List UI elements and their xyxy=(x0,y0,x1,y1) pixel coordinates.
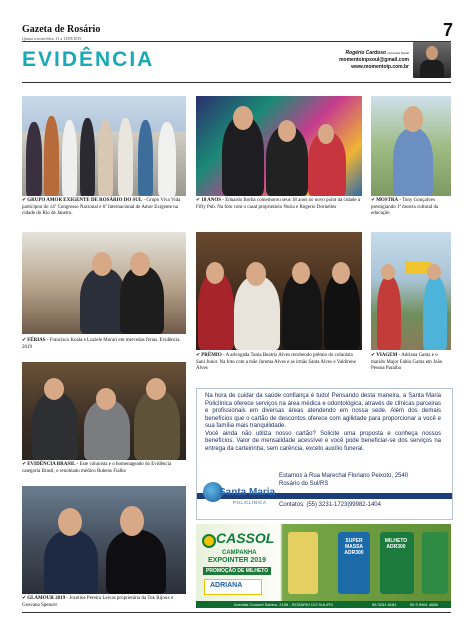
photo-evidencia-brasil xyxy=(22,362,186,460)
campaign-name: EXPOINTER 2019 xyxy=(208,557,266,564)
partner-logo: ADRIANA xyxy=(204,579,262,595)
newspaper-name: Gazeta de Rosário xyxy=(22,24,101,35)
columnist-website: www.momentoip.com.br xyxy=(351,64,409,70)
caption-premio: ✔PRÊMIO - A advogada Tania Beatriz Alves recebendo prêmio do colunista Saul Junor. Na foto com a mãe Jurema Alves e as irmãs Santa Alves e Valdirene Alves xyxy=(196,353,356,371)
product-bag-1 xyxy=(288,532,318,594)
page-number: 7 xyxy=(442,20,453,40)
photo-glamour xyxy=(22,486,186,594)
section-divider xyxy=(22,82,451,83)
ad-paragraph-1: Na hora de cuidar da saúde confiança é tudo! Pensando desta maneira, a Santa Maria Policlínica oferece serviços na área médica e odontológica, através de clínicas parceiras e profissionais em diversas áreas atendendo em nossa sede. Além dos demais benefícios que o cartão de descontos oferece com agilidade para proporcionar a você e sua família mais tranquilidade. xyxy=(205,393,441,429)
cassol-footer: Avenida Coronel Sabino, 2155 - ROSÁRIO DO SUL/RS 55 3231 8181 55 9 9961 4686 xyxy=(196,601,451,608)
caption-18-anos: ✔18 ANOS - Eduardo Borba comemorou seus 18 anos no novo point da cidade a Fifty Pub. Na foto com o casal proprietário Nuria e Rogerio Dornelles xyxy=(196,198,361,210)
ad-contacts: Contatos: (55) 3231-1723|99982-1404 xyxy=(279,502,381,508)
issue-date: Quarta a sexta-feira, 11 a 13/09/2019 xyxy=(22,36,82,41)
check-icon: ✔ xyxy=(22,338,27,343)
photo-18-anos xyxy=(196,96,362,196)
cassol-logo-icon xyxy=(202,534,216,548)
check-icon: ✔ xyxy=(371,198,376,203)
masthead xyxy=(22,24,100,41)
check-icon: ✔ xyxy=(196,353,201,358)
promo-banner: PROMOÇÃO DE MILHETO xyxy=(203,567,271,575)
caption-mostra: ✔MOSTRA - Tony Gonçalves prestigiando 1ª mostra cultural da educação xyxy=(371,198,439,216)
photo-viagem xyxy=(371,232,451,350)
product-bag-super-massa: SUPER MASSA ADR300 xyxy=(338,532,370,594)
ad-body xyxy=(205,393,441,453)
photo-mostra xyxy=(371,96,451,196)
check-icon: ✔ xyxy=(22,596,27,601)
caption-amor-exigente: ✔GRUPO AMOR EXIGENTE DE ROSÁRIO DO SUL - Grupo Viva Vida participou do 14º Congresso Nacional e 6º Internacional de Amor Exigente na cidade do Rio de Janeiro. xyxy=(22,198,181,216)
photo-amor-exigente xyxy=(22,96,186,196)
caption-evidencia-brasil: ✔EVIDÊNCIA BRASIL - Este colunista e o homenageado do Evidência categoria Brasil, o renomado médico Rubens Fialho xyxy=(22,462,172,474)
ad-address: Estamos à Rua Marechal Floriano Peixoto, 2540 Rosário do Sul/RS xyxy=(279,473,409,487)
santa-maria-logo xyxy=(203,477,277,515)
photo-premio xyxy=(196,232,362,350)
ad-paragraph-2: Você ainda não utiliza nosso cartão? Solicite uma proposta e conheça nossos benefícios. Valor de mensalidade acessível e você pode beneficiar-se dos serviços na entrega da carteirinha, sem carência, exceto auxílio funeral. xyxy=(205,430,441,452)
check-icon: ✔ xyxy=(196,198,201,203)
caption-ferias: ✔FÉRIAS - Francisco Koala e Luziele Murari em mercedas férias. Evidência 2019 xyxy=(22,338,180,350)
photo-ferias xyxy=(22,232,186,334)
campaign-label: CAMPANHA xyxy=(222,550,257,556)
logo-name: Santa Maria xyxy=(219,487,276,498)
columnist-name: Rogério Cardoso Colunista Social xyxy=(345,50,409,56)
section-title: EVIDÊNCIA xyxy=(22,48,155,71)
columnist-role: Colunista Social xyxy=(387,51,409,55)
product-bag-4 xyxy=(422,532,448,594)
cassol-ad[interactable] xyxy=(196,524,451,608)
masthead-divider xyxy=(22,41,451,42)
caption-glamour: ✔GLAMOUR 2019 - Joceline Pereira Leivas proprietária da Tok Bijoux e Geovana Spencer xyxy=(22,596,174,608)
logo-sub: POLICLÍNICA xyxy=(233,500,267,505)
check-icon: ✔ xyxy=(22,198,27,203)
product-bag-milheto: MILHETO ADR300 xyxy=(380,532,414,594)
bottom-divider xyxy=(22,612,451,613)
check-icon: ✔ xyxy=(22,462,27,467)
cassol-brand: CASSOL xyxy=(216,530,275,546)
columnist-email: momentoinpsoul@gmail.com xyxy=(339,57,409,63)
santa-maria-ad[interactable] xyxy=(196,388,453,520)
check-icon: ✔ xyxy=(371,353,376,358)
caption-viagem: ✔VIAGEM - Adriana Gama e o marido Major Fabio Gama em João Pessoa Paraíba xyxy=(371,353,443,371)
columnist-avatar xyxy=(413,42,451,78)
columnist-info xyxy=(339,50,409,71)
